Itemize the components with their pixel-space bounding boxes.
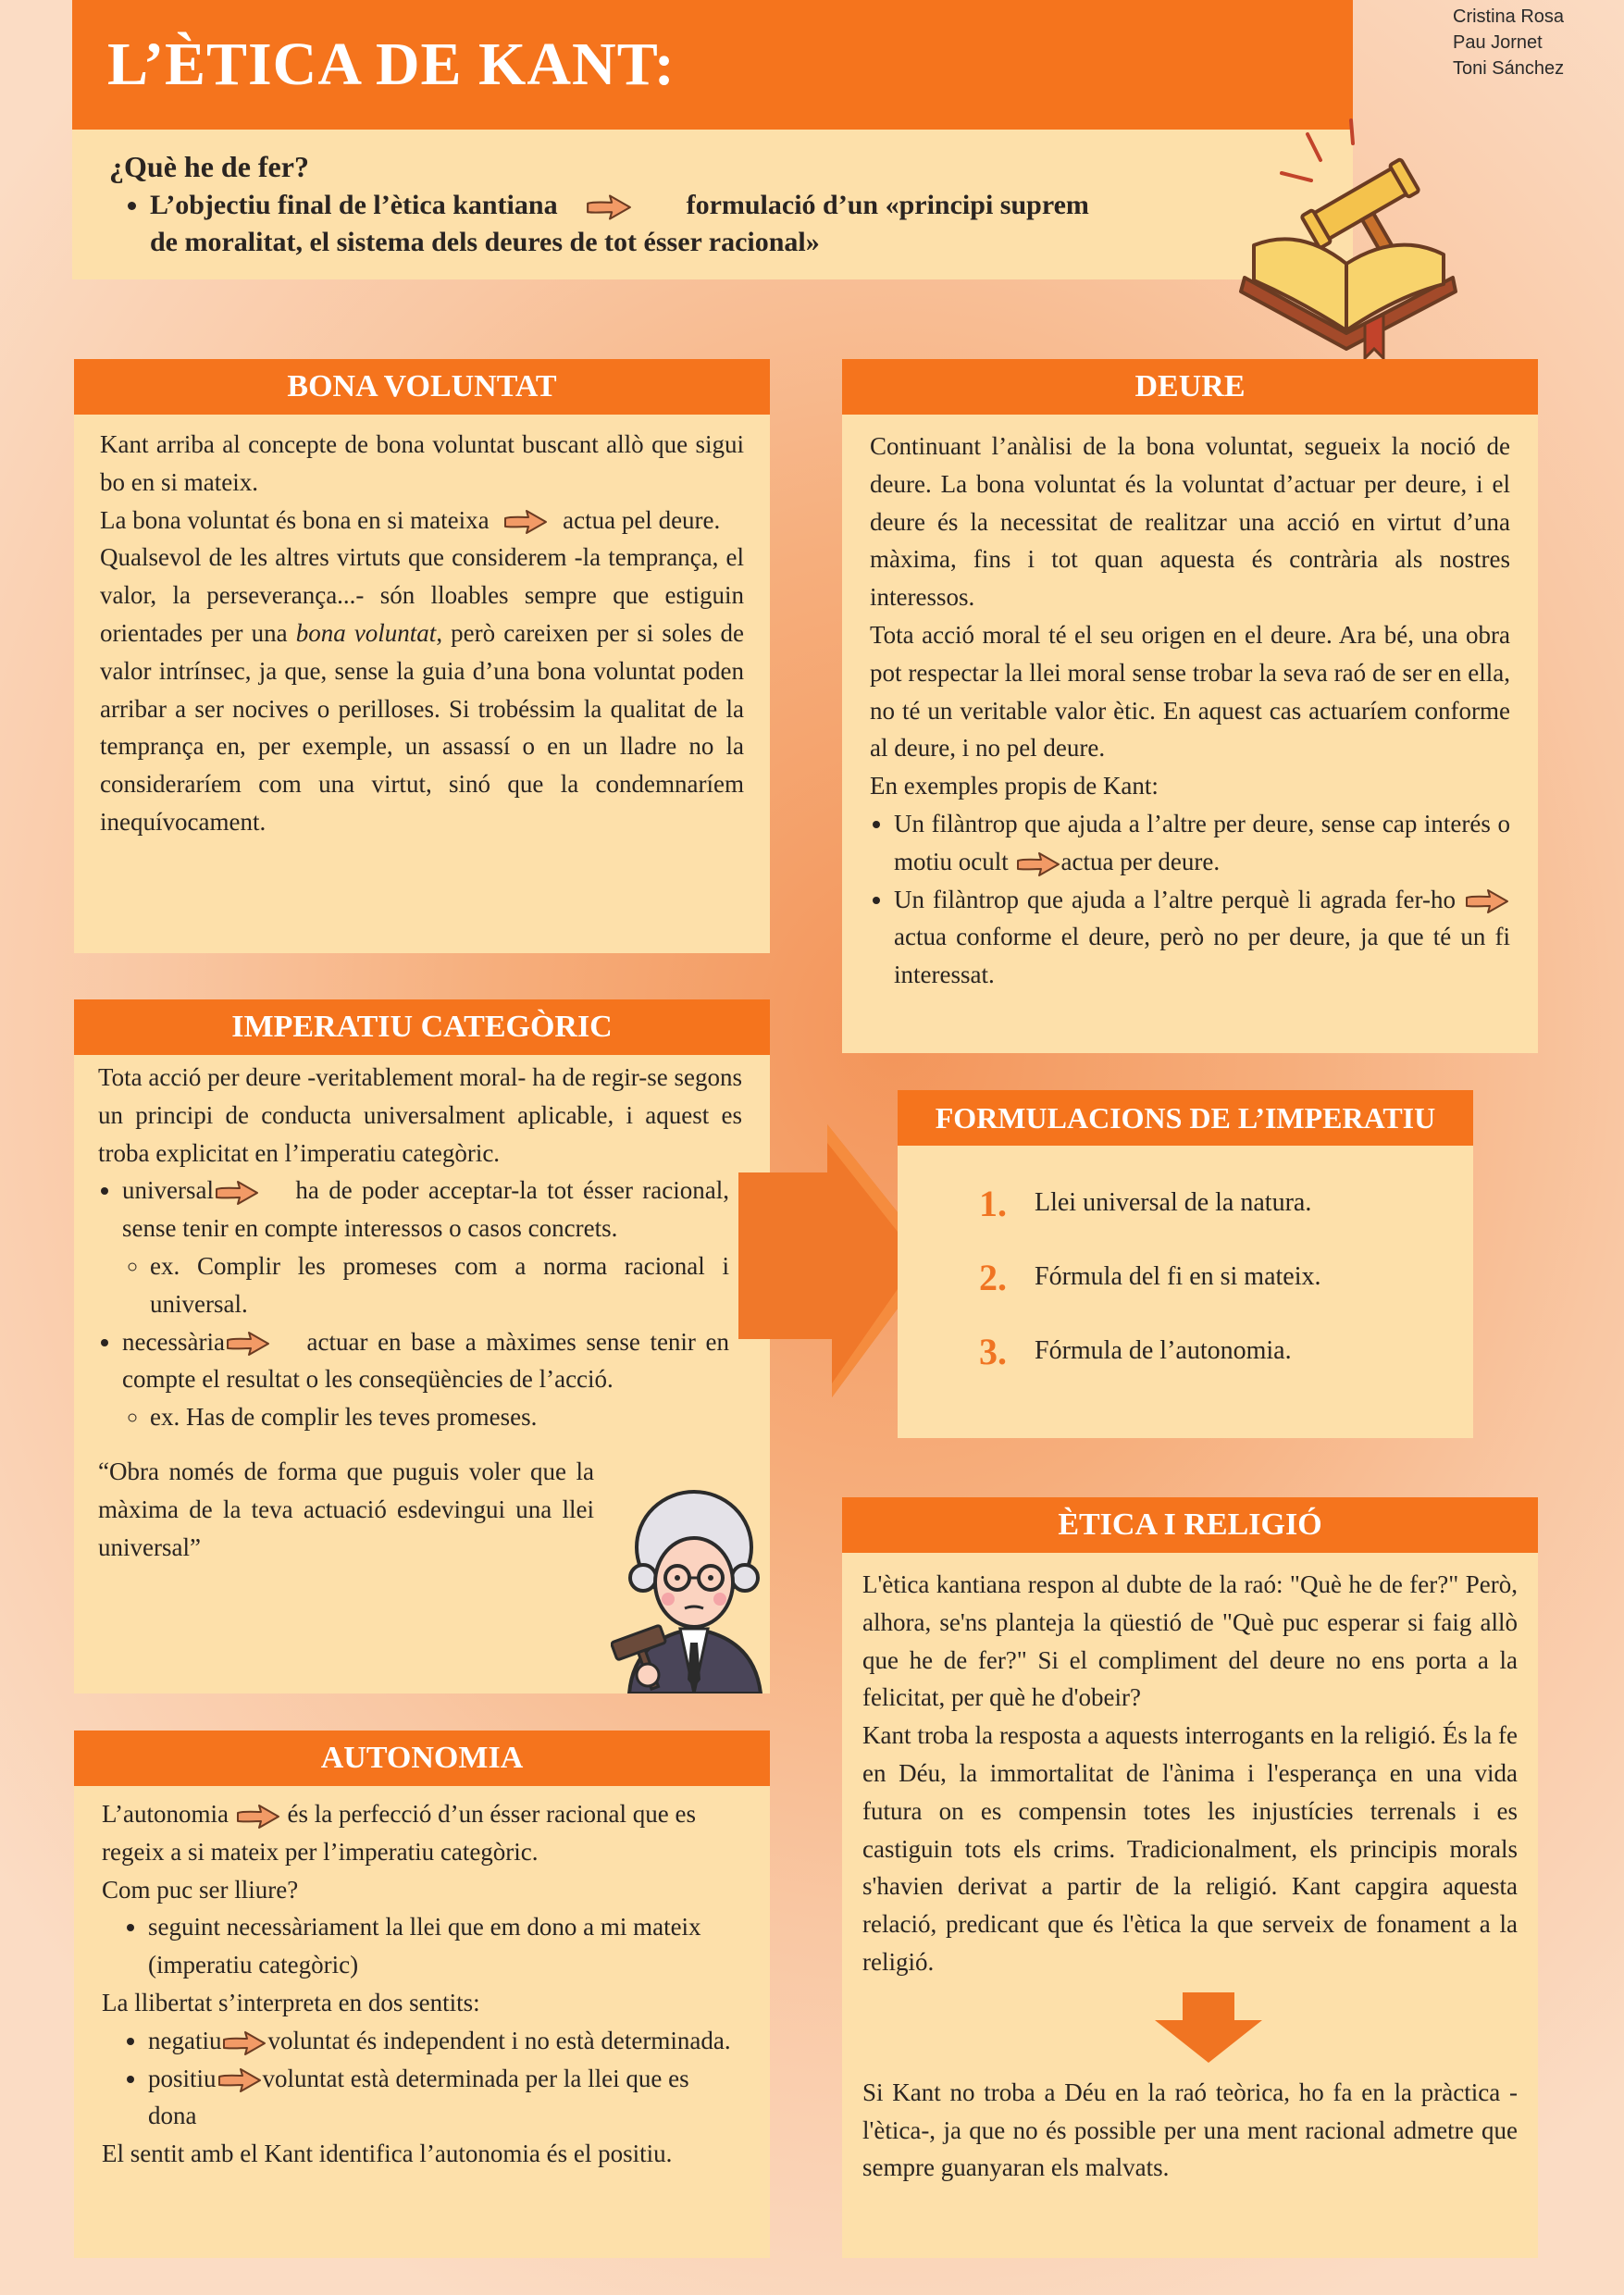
arrow-icon [585, 192, 633, 223]
text-span: universal [122, 1176, 214, 1205]
author-name: Pau Jornet [1453, 32, 1543, 53]
formulation-item [979, 1240, 1473, 1314]
formulation-number: 1. [979, 1182, 1007, 1224]
formulacions-body [898, 1146, 1473, 1438]
paragraph: Continuant l’anàlisi de la bona voluntat, segueix la noció de deure. La bona voluntat és la voluntat d’actuar per deure, i el deure és la necessitat de realitzar una acció en virtut d’una màxima, fins i tot quan aquesta és contrària als nostres interessos. [870, 432, 1510, 612]
text-span: Qualsevol de les altres virtuts que considerem -la temprança, el valor, la perseverança...- són lloables sempre que estiguin orientades per una [100, 543, 744, 647]
kant-character-illustration [611, 1490, 777, 1693]
list-item: • seguint necessàriament la llei que em dono a mi mateix (imperatiu categòric) [148, 1908, 733, 1984]
formulation-item [979, 1166, 1473, 1240]
formulacions-header [898, 1090, 1473, 1146]
intro-text: L’objectiu final de l’ètica kantiana [150, 190, 558, 220]
paragraph: En exemples propis de Kant: [870, 772, 1159, 800]
impact-lines-icon [1282, 120, 1353, 180]
imperatiu-title: IMPERATIU CATEGÒRIC [231, 1010, 613, 1044]
book-icon [1241, 239, 1456, 358]
text-span: L’autonomia [102, 1800, 229, 1828]
text-span: , però careixen per si soles de valor intrínsec, ja que, sense la guia d’una bona voluntat poden arribar a ser nocives o perilloses. Si trobéssim la qualitat de la temprança en, per exemple, un assassí o en un lladre no la consideraríem com una virtut, sinó que la condemnaríem inequívocament. [100, 618, 745, 836]
intro-text: de moralitat, el sistema dels deures de tot ésser racional» [150, 227, 820, 257]
page-title [72, 0, 1353, 130]
down-arrow-container [862, 1981, 1518, 2074]
list-item [122, 1323, 729, 1436]
formulation-text: Llei universal de la natura. [1035, 1188, 1312, 1217]
text-span: ha de poder acceptar-la tot ésser racional, sense tenir en compte interessos o casos concrets. [122, 1176, 730, 1243]
arrow-icon [502, 507, 549, 537]
text-span: voluntat és independent i no està determinada. [267, 2026, 731, 2054]
arrow-icon [235, 1802, 281, 1831]
list-item: ◦ ex. Has de complir les teves promeses. [150, 1398, 729, 1436]
bona-voluntat-header [74, 359, 770, 415]
book-gavel-illustration [1226, 116, 1467, 366]
text-span: actua per deure. [1060, 847, 1221, 875]
autonomia-title: AUTONOMIA [320, 1741, 524, 1775]
list-item [894, 881, 1510, 994]
list-item [148, 2060, 733, 2136]
text-span: Un filàntrop que ajuda a l’altre perquè li agrada fer-ho [894, 885, 1456, 913]
formulation-text: Fórmula del fi en si mateix. [1035, 1262, 1321, 1291]
imperatiu-header [74, 999, 770, 1055]
text-span: La bona voluntat és bona en si mateixa [100, 505, 490, 534]
formulacions-title: FORMULACIONS DE L’IMPERATIU [935, 1100, 1436, 1135]
formulation-text: Fórmula de l’autonomia. [1035, 1336, 1292, 1365]
text-span: positiu [148, 2064, 217, 2092]
text-span: és la perfecció d’un ésser racional que es regeix a si mateix per l’imperatiu categòric. [102, 1800, 697, 1866]
formulation-number: 3. [979, 1330, 1007, 1372]
list-item [894, 805, 1510, 881]
formulation-item [979, 1314, 1473, 1388]
list-item [148, 2022, 733, 2060]
text-span: voluntat està determinada per la llei que es dona [148, 2064, 689, 2130]
paragraph: Si Kant no troba a Déu en la raó teòrica, ho fa en la pràctica -l'ètica-, ja que no és possible per una ment racional admetre que sempre guanyaran els malvats. [862, 2078, 1518, 2182]
text-span: actuar en base a màximes sense tenir en compte el resultat o les conseqüències de l’acció. [122, 1327, 729, 1394]
paragraph: Kant arriba al concepte de bona voluntat buscant allò que sigui bo en si mateix. [100, 430, 744, 496]
paragraph [102, 1795, 733, 1871]
arrow-icon [217, 2066, 263, 2095]
text-span: actua pel deure. [563, 505, 721, 534]
list-item [122, 1172, 729, 1322]
kant-quote: “Obra només de forma que puguis voler que la màxima de la teva actuació esdevingui una llei universal” [98, 1457, 594, 1561]
intro-bullet [150, 187, 1316, 261]
arrow-icon [214, 1178, 260, 1208]
bona-voluntat-body [74, 415, 770, 953]
paragraph [100, 502, 744, 540]
arrow-icon [221, 2028, 267, 2058]
paragraph: Tota acció per deure -veritablement moral- ha de regir-se segons un principi de conducta universalment aplicable, i aquest es troba explicitat en l’imperatiu categòric. [98, 1063, 742, 1167]
list-item: ◦ ex. Complir les promeses com a norma racional i universal. [150, 1247, 729, 1323]
arrow-icon [1015, 850, 1061, 879]
deure-title: DEURE [1134, 369, 1246, 403]
bona-voluntat-title: BONA VOLUNTAT [287, 369, 557, 403]
religio-header [842, 1497, 1538, 1553]
intro-text: formulació d’un «principi suprem [686, 190, 1089, 220]
religio-title: ÈTICA I RELIGIÓ [1058, 1507, 1322, 1542]
autonomia-body [74, 1786, 770, 2258]
paragraph: La llibertat s’interpreta en dos sentits: [102, 1988, 480, 2016]
autonomia-header [74, 1731, 770, 1786]
paragraph: El sentit amb el Kant identifica l’autonomia és el positiu. [102, 2140, 673, 2168]
author-name: Cristina Rosa [1453, 6, 1565, 27]
text-span: negatiu [148, 2026, 222, 2054]
intro-question: ¿Què he de fer? [109, 150, 309, 183]
text-span: actua conforme el deure, però no per deure, ja que té un fi interessat. [894, 923, 1510, 989]
paragraph: Com puc ser lliure? [102, 1875, 299, 1904]
emphasis-text: bona voluntat [295, 618, 437, 647]
arrow-icon [225, 1329, 271, 1358]
paragraph: Tota acció moral té el seu origen en el deure. Ara bé, una obra pot respectar la llei moral sense trobar la seva raó de ser en ella, no té un veritable valor ètic. En aquest cas actuaríem conforme al deure, i no pel deure. [870, 620, 1510, 763]
deure-body [842, 415, 1538, 1053]
text-span: necessària [122, 1327, 225, 1356]
page-title-text: L’ÈTICA DE KANT: [107, 31, 676, 98]
authors-list [1453, 4, 1619, 81]
arrow-icon [1464, 887, 1510, 916]
paragraph [100, 539, 744, 840]
formulation-number: 2. [979, 1256, 1007, 1298]
text-span: Un filàntrop que ajuda a l’altre per deure, sense cap interés o motiu ocult [894, 809, 1510, 875]
paragraph: L'ètica kantiana respon al dubte de la raó: "Què he de fer?" Però, alhora, se'ns planteja la qüestió de "Què puc esperar si faig allò que he de fer?" Si el compliment del deure no ens porta a la felicitat, per què he d'obeir? [862, 1570, 1518, 1712]
intro-section [72, 130, 1353, 279]
deure-header [842, 359, 1538, 415]
author-name: Toni Sánchez [1453, 58, 1565, 79]
paragraph: Kant troba la resposta a aquests interrogants en la religió. És la fe en Déu, la immortalitat de l'ànima i l'esperança en una vida futura on es compensin totes les injustícies terrenals i es castiguin tots els crims. Tradicionalment, els principis morals s'havien derivat a partir de la religió. Kant capgira aquesta relació, predicant que és l'ètica la que serveix de fonament a la religió. [862, 1721, 1518, 1976]
religio-body [842, 1553, 1538, 2258]
down-arrow-icon [1155, 1992, 1262, 2063]
